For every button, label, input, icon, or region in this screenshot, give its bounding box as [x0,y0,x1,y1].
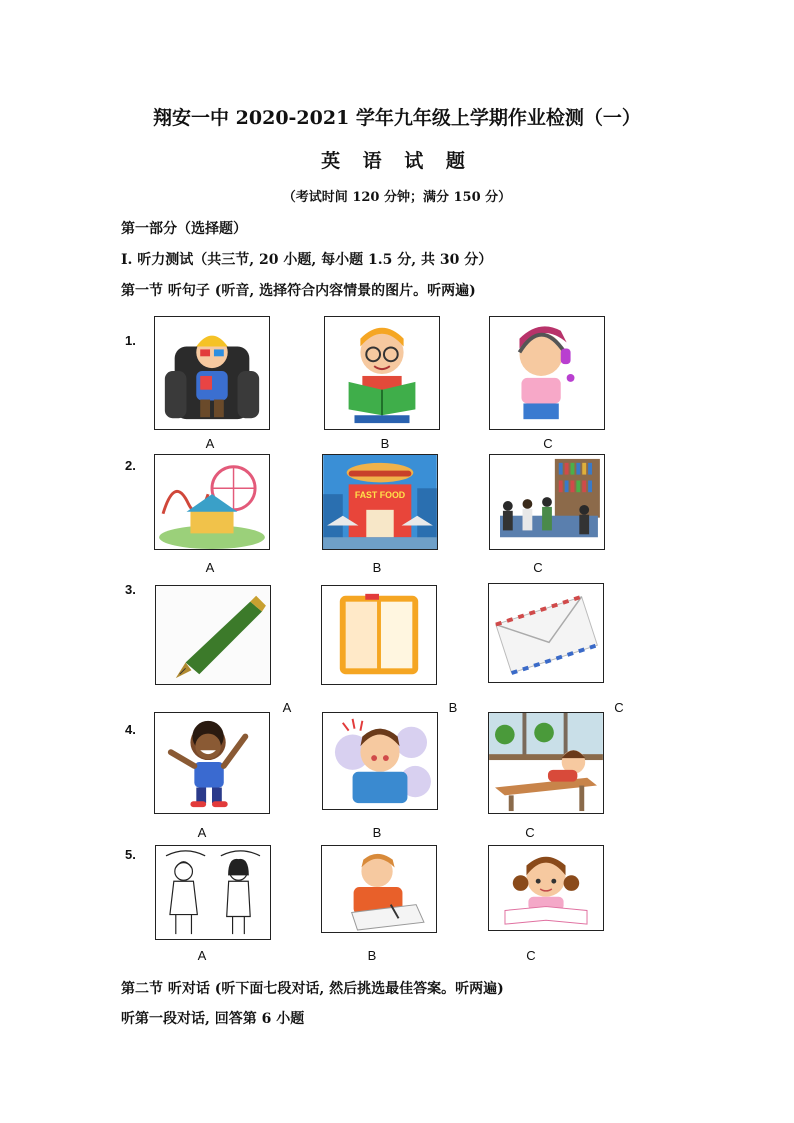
option-a[interactable]: A [205,436,215,451]
sick-boy-headache-icon [322,712,438,810]
option-c[interactable]: C [614,700,624,715]
option-c[interactable]: C [526,948,536,963]
option-a[interactable]: A [282,700,292,715]
option-a[interactable]: A [205,560,215,575]
question-number: 2. [125,458,136,473]
girl-reading-icon [488,845,604,931]
section1-heading: 第一节 听句子 (听音, 选择符合内容情景的图片。听两遍) [121,283,476,299]
option-b[interactable]: B [372,560,382,575]
notebook-icon [321,585,437,685]
option-c[interactable]: C [543,436,553,451]
boy-listening-music-icon [489,316,605,430]
part1-heading: 第一部分（选择题） [121,221,247,237]
exam-title: 翔安一中 2020-2021 学年九年级上学期作业检测（一） [153,107,641,129]
fast-food-restaurant-icon [322,454,438,550]
option-b[interactable]: B [448,700,458,715]
boy-sleeping-desk-icon [488,712,604,814]
fast-food-sign: FAST FOOD [354,490,406,501]
question-number: 5. [125,847,136,862]
option-a[interactable]: A [197,825,207,840]
option-c[interactable]: C [525,825,535,840]
dialog1-instruction: 听第一段对话, 回答第 6 小题 [121,1011,305,1027]
question-number: 1. [125,333,136,348]
two-girls-talking-icon [155,845,271,940]
question-number: 3. [125,582,136,597]
section2-heading: 第二节 听对话 (听下面七段对话, 然后挑选最佳答案。听两遍) [121,981,504,997]
fountain-pen-icon [155,585,271,685]
envelope-icon [488,583,604,683]
amusement-park-icon [154,454,270,550]
boy-watching-3d-movie-icon [154,316,270,430]
listening-heading: I. 听力测试（共三节, 20 小题, 每小题 1.5 分, 共 30 分） [121,252,493,268]
happy-boy-jumping-icon [154,712,270,814]
subject-title: 英 语 试 题 [321,150,473,172]
option-c[interactable]: C [533,560,543,575]
option-a[interactable]: A [197,948,207,963]
option-b[interactable]: B [380,436,390,451]
boy-reading-book-icon [324,316,440,430]
library-icon [489,454,605,550]
exam-info: （考试时间 120 分钟；满分 150 分） [282,190,512,205]
boy-writing-icon [321,845,437,933]
option-b[interactable]: B [367,948,377,963]
question-number: 4. [125,722,136,737]
option-b[interactable]: B [372,825,382,840]
